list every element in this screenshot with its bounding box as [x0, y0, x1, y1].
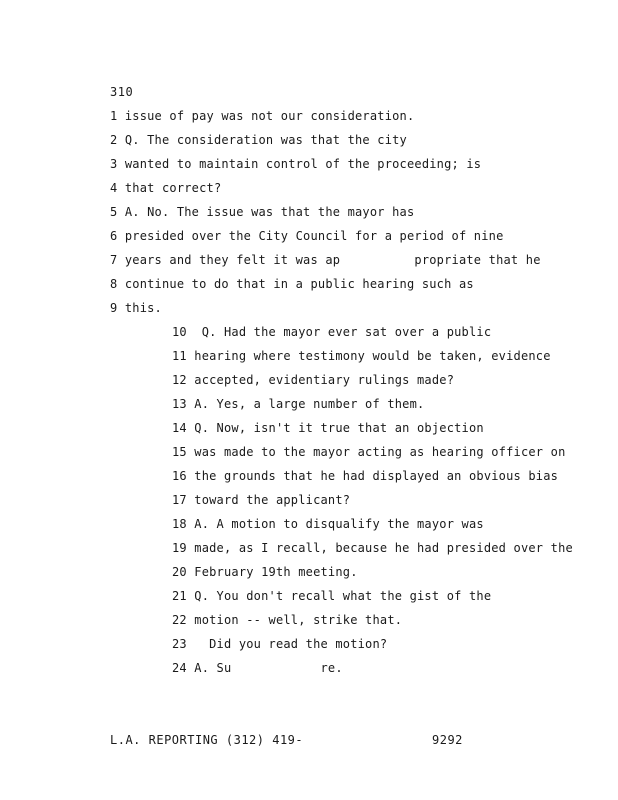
- transcript-line-13: 13 A. Yes, a large number of them.: [172, 397, 425, 411]
- transcript-line-10: 10 Q. Had the mayor ever sat over a public: [172, 325, 492, 339]
- footer-reporter: L.A. REPORTING (312) 419-: [110, 733, 304, 747]
- transcript-line-8: 8 continue to do that in a public hearing such as: [110, 277, 474, 291]
- transcript-line-16: 16 the grounds that he had displayed an obvious bias: [172, 469, 559, 483]
- transcript-line-5: 5 A. No. The issue was that the mayor has: [110, 205, 415, 219]
- transcript-line-15: 15 was made to the mayor acting as hearing officer on: [172, 445, 566, 459]
- footer-phone-suffix: 9292: [432, 733, 463, 747]
- transcript-line-4: 4 that correct?: [110, 181, 222, 195]
- transcript-line-9: 9 this.: [110, 301, 162, 315]
- transcript-line-18: 18 A. A motion to disqualify the mayor was: [172, 517, 484, 531]
- transcript-line-22: 22 motion -- well, strike that.: [172, 613, 403, 627]
- transcript-line-21: 21 Q. You don't recall what the gist of the: [172, 589, 492, 603]
- transcript-line-23: 23 Did you read the motion?: [172, 637, 388, 651]
- transcript-line-6: 6 presided over the City Council for a period of nine: [110, 229, 504, 243]
- transcript-line-24: 24 A. Su re.: [172, 661, 343, 675]
- transcript-line-2: 2 Q. The consideration was that the city: [110, 133, 407, 147]
- transcript-line-14: 14 Q. Now, isn't it true that an objection: [172, 421, 484, 435]
- transcript-line-1: 1 issue of pay was not our consideration.: [110, 109, 415, 123]
- page-number: 310: [110, 85, 134, 99]
- transcript-line-11: 11 hearing where testimony would be taken, evidence: [172, 349, 551, 363]
- transcript-line-17: 17 toward the applicant?: [172, 493, 351, 507]
- transcript-line-12: 12 accepted, evidentiary rulings made?: [172, 373, 455, 387]
- transcript-line-19: 19 made, as I recall, because he had presided over the: [172, 541, 573, 555]
- transcript-line-3: 3 wanted to maintain control of the proceeding; is: [110, 157, 482, 171]
- transcript-line-7: 7 years and they felt it was ap propriate that he: [110, 253, 541, 267]
- transcript-line-20: 20 February 19th meeting.: [172, 565, 358, 579]
